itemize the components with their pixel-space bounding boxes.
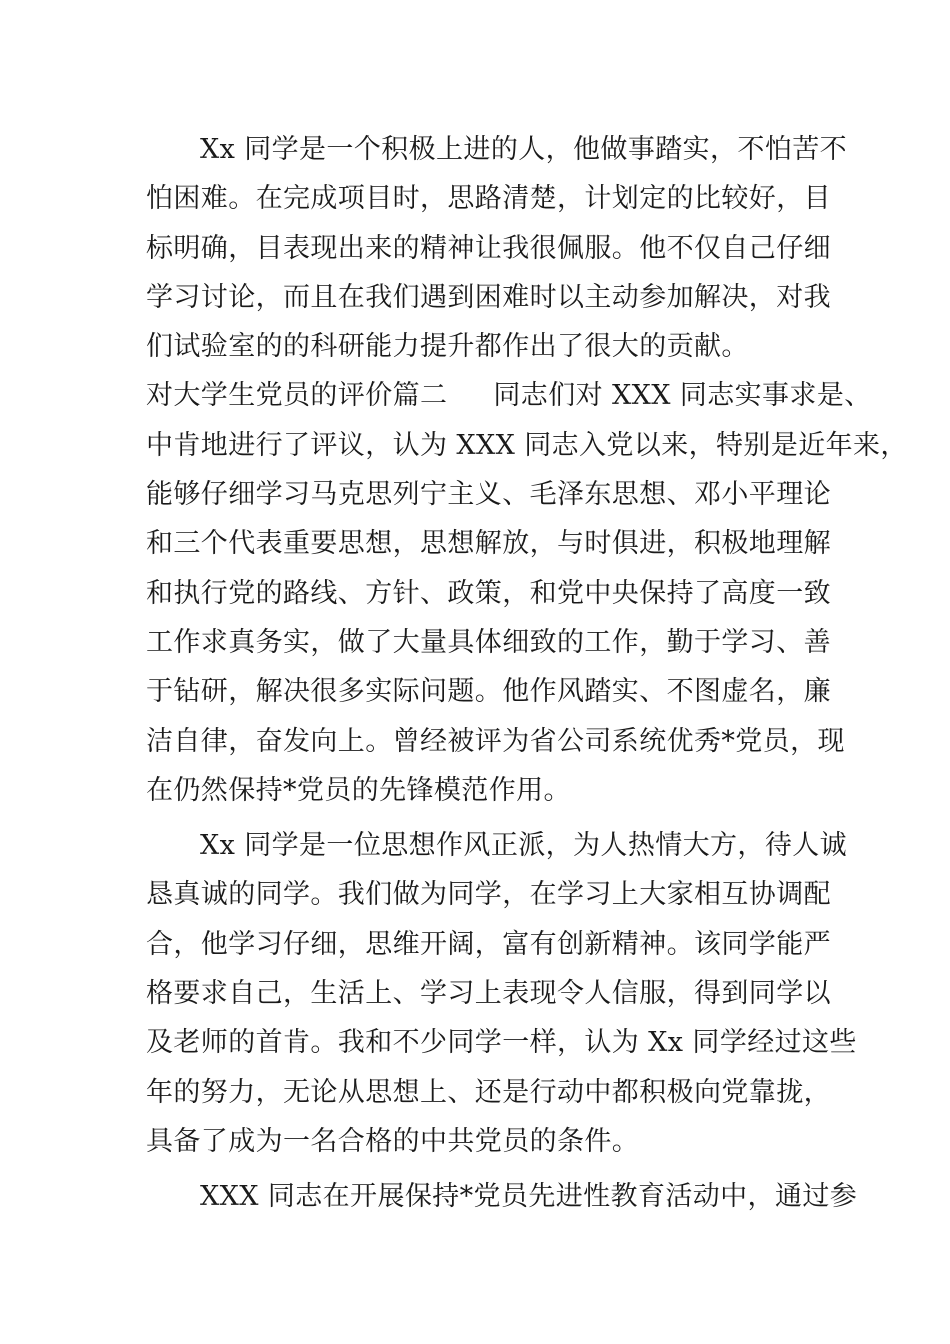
text-line: 在仍然保持*党员的先锋模范作用。 [146, 774, 571, 806]
text-line: 恳真诚的同学。我们做为同学，在学习上大家相互协调配 [146, 879, 831, 911]
text-line: 能够仔细学习马克思列宁主义、毛泽东思想、邓小平理论 [146, 479, 831, 511]
document-body [146, 125, 908, 1222]
text-line: 标明确，目表现出来的精神让我很佩服。他不仅自己仔细 [146, 232, 831, 264]
text-line: 学习讨论，而且在我们遇到困难时以主动参加解决，对我 [146, 281, 831, 313]
paragraph-4 [146, 1172, 858, 1221]
text-line: 怕困难。在完成项目时，思路清楚，计划定的比较好，目 [146, 183, 831, 215]
paragraph-1 [146, 125, 848, 371]
text-line: 格要求自己，生活上、学习上表现令人信服，得到同学以 [146, 978, 831, 1010]
text-line: 具备了成为一名合格的中共党员的条件。 [146, 1125, 640, 1157]
text-line: 于钻研，解决很多实际问题。他作风踏实、不图虚名，廉 [146, 676, 831, 708]
text-fragment: 同志们对 XXX 同志实事求是、 [493, 380, 872, 412]
text-line: 洁自律，奋发向上。曾经被评为省公司系统优秀*党员，现 [146, 725, 845, 757]
text-line: 合，他学习仔细，思维开阔，富有创新精神。该同学能严 [146, 928, 831, 960]
text-line: 工作求真务实，做了大量具体细致的工作，勤于学习、善 [146, 626, 831, 658]
text-line: Xx 同学是一个积极上进的人，他做事踏实，不怕苦不 [200, 134, 848, 165]
text-line: 中肯地进行了评议，认为 XXX 同志入党以来，特别是近年来， [146, 429, 908, 461]
paragraph-2 [146, 371, 908, 815]
text-line: 年的努力，无论从思想上、还是行动中都积极向党靠拢， [146, 1076, 831, 1108]
text-line: 们试验室的的科研能力提升都作出了很大的贡献。 [146, 331, 749, 363]
paragraph-3 [146, 821, 857, 1166]
text-line: XXX 同志在开展保持*党员先进性教育活动中，通过参 [200, 1181, 858, 1213]
section-heading: 对大学生党员的评价篇二 [146, 380, 448, 412]
text-line [146, 371, 872, 420]
text-line: 及老师的首肯。我和不少同学一样，认为 Xx 同学经过这些 [146, 1027, 857, 1059]
text-line: 和三个代表重要思想，思想解放，与时俱进，积极地理解 [146, 528, 831, 560]
text-line: 和执行党的路线、方针、政策，和党中央保持了高度一致 [146, 577, 831, 609]
text-line: Xx 同学是一位思想作风正派，为人热情大方，待人诚 [200, 830, 848, 862]
